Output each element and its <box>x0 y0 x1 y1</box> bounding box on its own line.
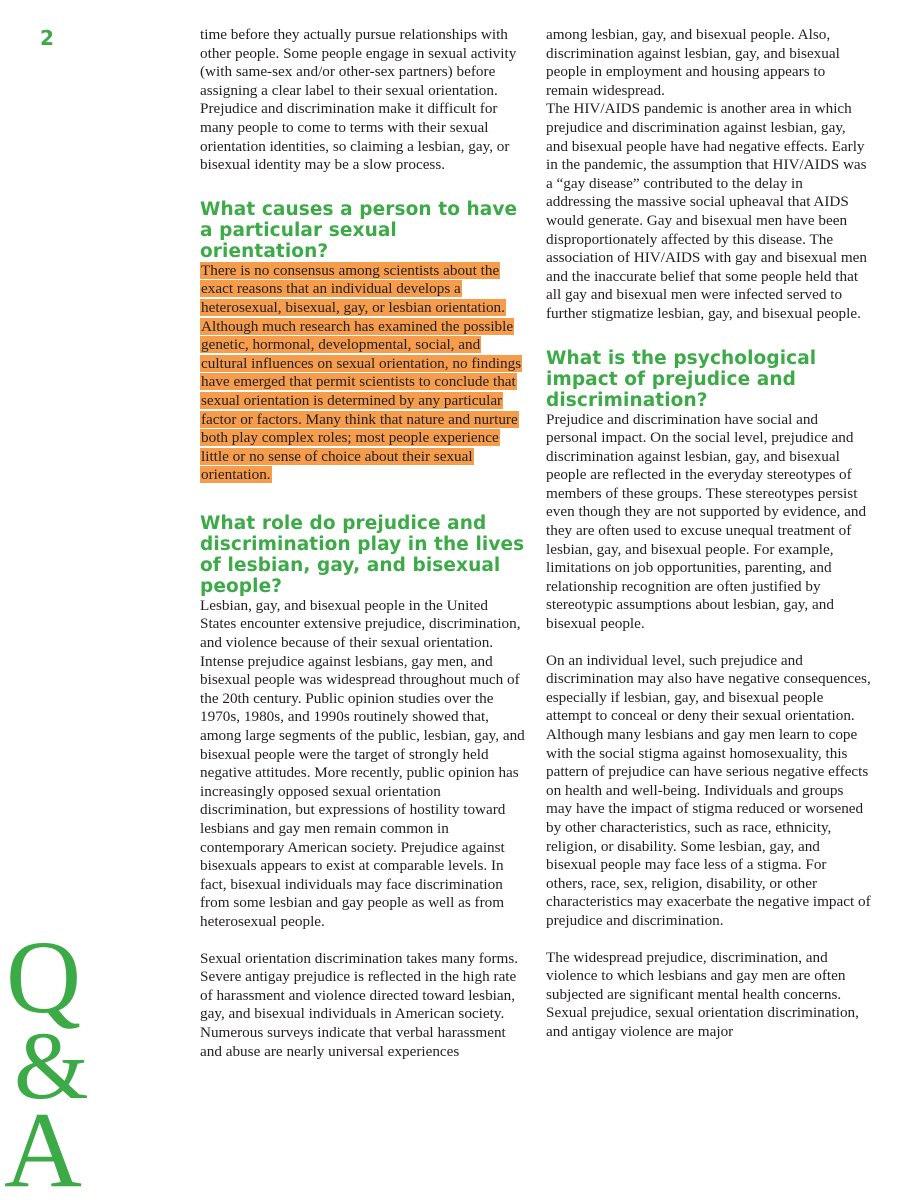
impact-paragraph-3: The widespread prejudice, discrimination, and violence to which lesbians and gay men are often subjected are significant mental health concerns. Sexual prejudice, sexual orientation discrimination, and antigay violence are major <box>546 948 859 1040</box>
right-column <box>546 26 871 1042</box>
highlighted-paragraph <box>200 262 525 485</box>
heading-sexual-orientation-causes: What causes a person to have a particular sexual orientation? <box>200 198 518 262</box>
impact-paragraph-1: Prejudice and discrimination have social and personal impact. On the social level, prejudice and discrimination against lesbian, gay, and bisexual people are reflected in the everyday stereotypes of members of these groups. These stereotypes persist even though they are not supported by evidence, and they are often used to excuse unequal treatment of lesbian, gay, and bisexual people. For example, limitations on job opportunities, parenting, and relationship recognition are often justified by stereotypic assumptions about lesbian, gay, and bisexual people. <box>546 410 867 633</box>
left-intro-paragraph: time before they actually pursue relationships with other people. Some people engage in sexual activity (with same-sex and/or other-sex partners) before assigning a clear label to their sexual orientation. Prejudice and discrimination make it difficult for many people to come to terms with their sexual orientation identities, so claiming a lesbian, gay, or bisexual identity may be a slow process. <box>200 26 517 174</box>
prejudice-role-paragraph-2: Sexual orientation discrimination takes many forms. Severe antigay prejudice is reflected in the high rate of harassment and violence directed toward lesbian, gay, and bisexual individuals in American society. Numerous surveys indicate that verbal harassment and abuse are nearly universal experiences <box>200 949 519 1060</box>
heading-psychological-impact: What is the psychological impact of prejudice and discrimination? <box>546 347 817 411</box>
qa-side-mark <box>4 920 104 1190</box>
heading-prejudice-role: What role do prejudice and discrimination play in the lives of lesbian, gay, and bisexual people? <box>200 512 525 597</box>
qa-letter-a: A <box>4 1091 82 1190</box>
qa-letter-q: Q <box>6 920 82 1035</box>
impact-paragraph-2: On an individual level, such prejudice and discrimination may also have negative consequences, especially if lesbian, gay, and bisexual people attempt to conceal or deny their sexual orientation. Although many lesbians and gay men learn to cope with the social stigma against homosexuality, this pattern of prejudice can have serious negative effects on health and well-being. Individuals and groups may have the impact of stigma reduced or worsened by other characteristics, such as race, ethnicity, religion, or disability. Some lesbian, gay, and bisexual people may face less of a stigma. For others, race, sex, religion, disability, or other characteristics may exacerbate the negative impact of prejudice and discrimination. <box>546 651 871 929</box>
text-highlight: There is no consensus among scientists about the exact reasons that an individual develops a heterosexual, bisexual, gay, or lesbian orientation. Although much research has examined the possible genetic, hormonal, developmental, social, and cultural influences on sexual orientation, no findings have emerged that permit scientists to conclude that sexual orientation is determined by any particular factor or factors. Many think that nature and nurture both play complex roles; most people experience little or no sense of choice about their sexual orientation. <box>201 261 522 484</box>
hiv-aids-paragraph: The HIV/AIDS pandemic is another area in which prejudice and discrimination against lesbian, gay, and bisexual people have had negative effects. Early in the pandemic, the assumption that HIV/AIDS was a “gay disease” contributed to the delay in addressing the massive social upheaval that AIDS would generate. Gay and bisexual men have been disproportionately affected by this disease. The association of HIV/AIDS with gay and bisexual men and the inaccurate belief that some people held that all gay and bisexual men were infected served to further stigmatize lesbian, gay, and bisexual people. <box>546 100 867 322</box>
left-column <box>200 26 525 1061</box>
right-continuation-paragraph: among lesbian, gay, and bisexual people. Also, discrimination against lesbian, gay, and bisexual people in employment and housing appears to remain widespread. <box>546 26 840 99</box>
prejudice-role-paragraph-1: Lesbian, gay, and bisexual people in the United States encounter extensive prejudice, discrimination, and violence because of their sexual orientation. Intense prejudice against lesbians, gay men, and bisexual people was widespread throughout much of the 20th century. Public opinion studies over the 1970s, 1980s, and 1990s routinely showed that, among large segments of the public, lesbian, gay, and bisexual people were the target of strongly held negative attitudes. More recently, public opinion has increasingly opposed sexual orientation discrimination, but expressions of hostility toward lesbians and gay men remain common in contemporary American society. Prejudice against bisexuals appears to exist at comparable levels. In fact, bisexual individuals may face discrimination from some lesbian and gay people as well as from heterosexual people. <box>200 596 525 930</box>
qa-ampersand: & <box>14 1012 89 1119</box>
page-number: 2 <box>40 26 54 50</box>
